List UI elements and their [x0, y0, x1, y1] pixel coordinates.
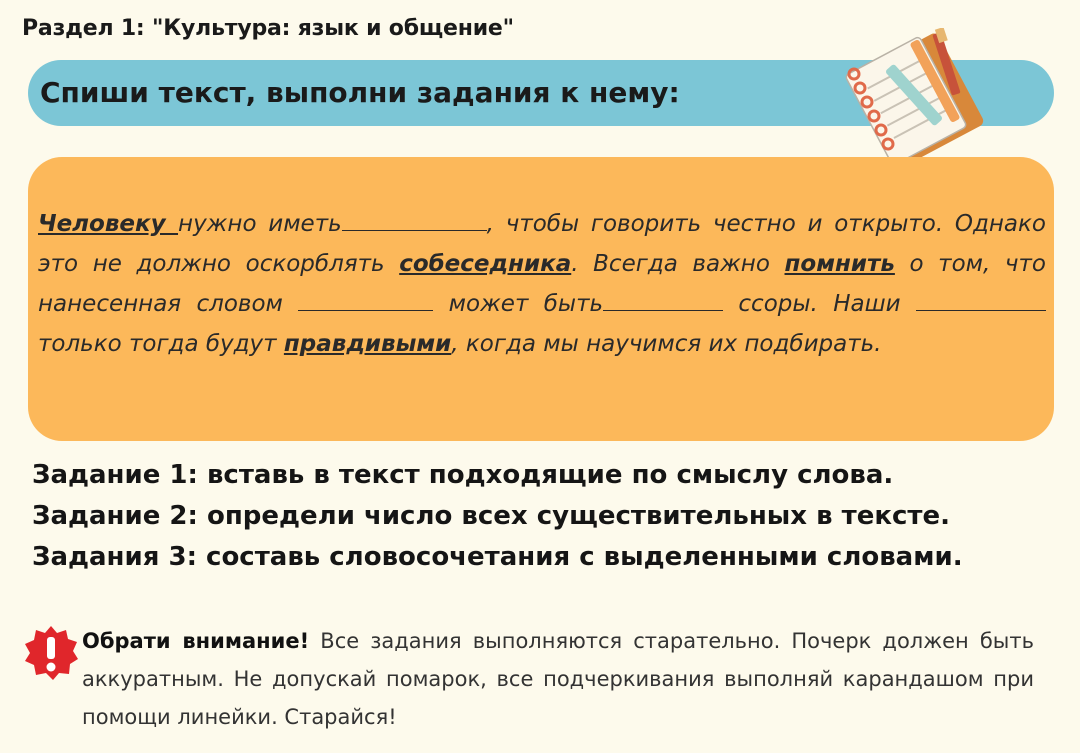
- attention-lead: Обрати внимание!: [82, 629, 310, 653]
- task-2: Задание 2: определи число всех существительных в тексте.: [32, 501, 950, 531]
- keyword-pravdivy: правдивыми: [283, 331, 452, 357]
- notebook-icon: [838, 28, 988, 168]
- answer-blank: [342, 211, 487, 231]
- attention-body: Все задания выполняются старательно. Почерк должен быть аккуратным. Не допускай помарок, все подчеркивания выполняй карандашом при помощи линейки. Старайся!: [82, 629, 1034, 729]
- task-3: Задания 3: составь словосочетания с выделенными словами.: [32, 542, 963, 572]
- instruction-banner-text: Спиши текст, выполни задания к нему:: [40, 76, 680, 109]
- keyword-pomnit: помнить: [784, 251, 895, 277]
- task-1: Задание 1: вставь в текст подходящие по смыслу слова.: [32, 460, 894, 490]
- passage-text: Человеку нужно иметь , чтобы говорить честно и открыто. Однако это не должно оскорблять собеседника. Всегда важно помнить о том, что нанесенная словом может быть ссоры. Наши только тогда будут правдивыми, когда мы научимся их подбирать.: [38, 211, 1046, 357]
- attention-note: [82, 622, 1034, 736]
- task-list: [32, 455, 1062, 578]
- exclamation-icon: [22, 624, 80, 682]
- answer-blank: [916, 291, 1046, 311]
- section-title: Раздел 1: "Культура: язык и общение": [22, 16, 514, 41]
- keyword-sobesednik: собеседника: [399, 251, 572, 277]
- answer-blank: [298, 291, 433, 311]
- answer-blank: [603, 291, 723, 311]
- keyword-chelovek: Человеку: [38, 211, 179, 237]
